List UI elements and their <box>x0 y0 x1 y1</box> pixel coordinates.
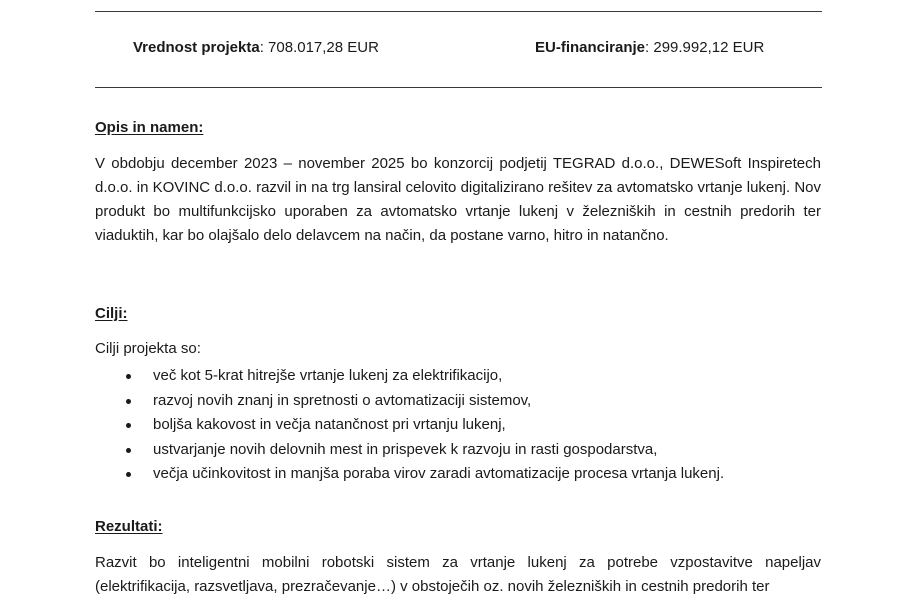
project-value-label: Vrednost projekta <box>133 39 260 56</box>
goal-item <box>95 438 724 463</box>
goals-heading: Cilji: <box>95 305 128 322</box>
bullet-icon <box>126 448 131 453</box>
project-value <box>133 39 379 56</box>
goal-item-text: več kot 5-krat hitrejše vrtanje lukenj za elektrifikacijo, <box>153 367 503 384</box>
bullet-icon <box>126 423 131 428</box>
description-text: V obdobju december 2023 – november 2025 bo konzorcij podjetij TEGRAD d.o.o., DEWESoft Inspiretech d.o.o. in KOVINC d.o.o. razvil in na trg lansiral celovito digitalizirano rešitev za avtomatsko vrtanje lukenj. Nov produkt bo multifunkcijsko uporaben za avtomatsko vrtanje lukenj v železniških in cestnih predorih ter viaduktih, kar bo olajšalo delo delavcem na način, da postane varno, hitro in natančno. <box>95 155 821 244</box>
results-text: Razvit bo inteligentni mobilni robotski sistem za vrtanje lukenj za potrebe vzpostavitve napeljav (elektrifikacija, razsvetljava, prezračevanje…) v obstoječih oz. novih železniških in cestnih predorih ter <box>95 554 821 595</box>
project-value-amount: : 708.017,28 EUR <box>259 39 379 56</box>
funding-divider <box>95 87 822 88</box>
eu-funding-label: EU-financiranje <box>535 39 646 56</box>
top-divider <box>95 11 822 12</box>
goal-item <box>95 413 724 438</box>
eu-funding <box>535 39 764 56</box>
goal-item-text: boljša kakovost in večja natančnost pri vrtanju lukenj, <box>153 416 506 433</box>
goal-item <box>95 364 724 389</box>
goal-item-text: razvoj novih znanj in spretnosti o avtomatizaciji sistemov, <box>153 391 532 409</box>
goal-item-text: ustvarjanje novih delovnih mest in prispevek k razvoju in rasti gospodarstva, <box>153 440 658 458</box>
description-heading: Opis in namen: <box>95 119 204 136</box>
goal-item <box>95 389 724 414</box>
results-heading: Rezultati: <box>95 518 163 535</box>
goals-list <box>95 364 724 487</box>
goal-item <box>95 462 724 487</box>
goals-intro: Cilji projekta so: <box>95 340 201 357</box>
goal-item-text: večja učinkovitost in manjša poraba virov zaradi avtomatizacije procesa vrtanja lukenj. <box>153 465 725 482</box>
bullet-icon <box>126 399 131 404</box>
eu-funding-amount: : 299.992,12 EUR <box>645 39 765 56</box>
bullet-icon <box>126 472 131 477</box>
bullet-icon <box>126 374 131 379</box>
